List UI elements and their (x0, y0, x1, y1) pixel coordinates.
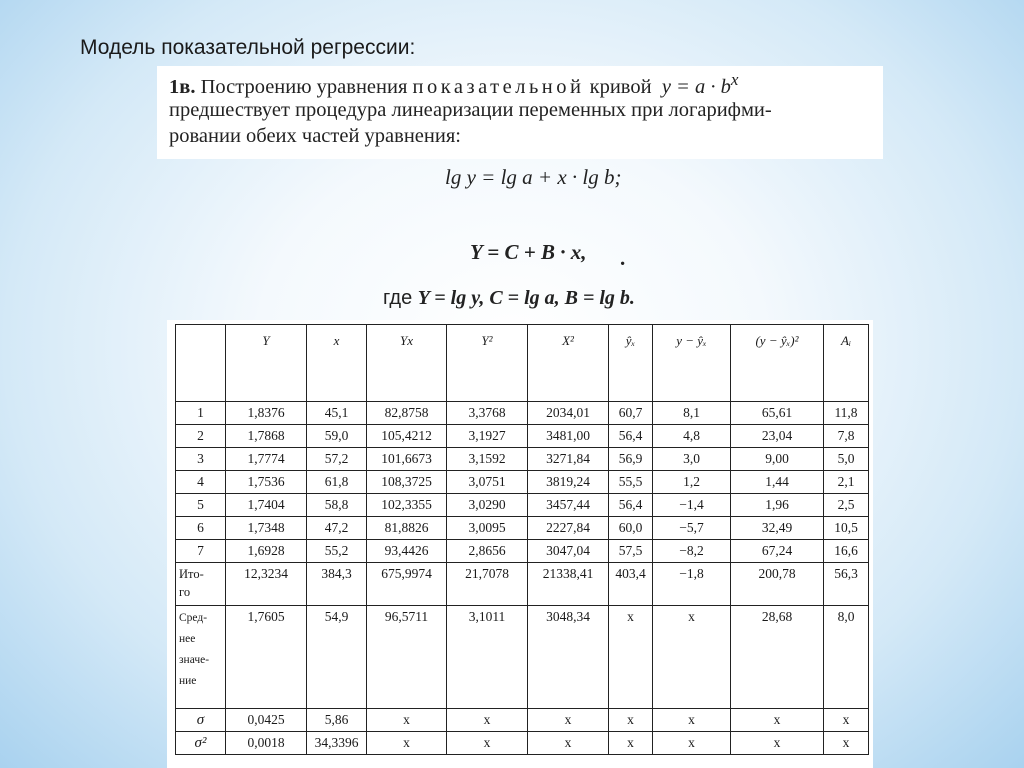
table-cell: 1,7774 (226, 448, 307, 471)
table-cell: 23,04 (731, 425, 824, 448)
table-cell: 7,8 (824, 425, 869, 448)
table-cell: 82,8758 (367, 402, 447, 425)
table-cell: 108,3725 (367, 471, 447, 494)
table-cell: 3,0290 (447, 494, 528, 517)
table-cell: 60,7 (609, 402, 653, 425)
table-cell: 4 (176, 471, 226, 494)
line1-text-b: показательной (412, 75, 585, 98)
substitution-prefix: где (383, 287, 413, 309)
column-header-0 (176, 325, 226, 402)
table-cell: 6 (176, 517, 226, 540)
table-cell: 1,7404 (226, 494, 307, 517)
column-header-9: Aᵢ (824, 325, 869, 402)
table-cell: 1,7868 (226, 425, 307, 448)
table-row (176, 425, 869, 448)
table-cell: x (367, 732, 447, 755)
excerpt-line-1 (169, 70, 738, 99)
table-cell: σ² (176, 732, 226, 755)
table-cell: 55,2 (307, 540, 367, 563)
table-cell: x (528, 709, 609, 732)
table-cell: 5,0 (824, 448, 869, 471)
table-cell: 3271,84 (528, 448, 609, 471)
table-row (176, 540, 869, 563)
column-header-8: (y − ŷₓ)² (731, 325, 824, 402)
table-cell: 3,3768 (447, 402, 528, 425)
table-cell: 3048,34 (528, 606, 609, 709)
slide-title: Модель показательной регрессии: (80, 36, 416, 59)
table-cell: 3047,04 (528, 540, 609, 563)
table-cell: 57,2 (307, 448, 367, 471)
table-row (176, 448, 869, 471)
table-cell: x (653, 732, 731, 755)
linear-formula: Y = C + B · x, (470, 240, 587, 264)
table-cell: x (367, 709, 447, 732)
table-cell: 28,68 (731, 606, 824, 709)
table-cell: 81,8826 (367, 517, 447, 540)
sigma-row (176, 709, 869, 732)
table-cell: 54,9 (307, 606, 367, 709)
table-cell: −8,2 (653, 540, 731, 563)
table-cell: 58,8 (307, 494, 367, 517)
table-cell: 2,8656 (447, 540, 528, 563)
line1-text-c: кривой (589, 75, 652, 98)
table-cell: −5,7 (653, 517, 731, 540)
table-cell: 56,9 (609, 448, 653, 471)
table-cell: 56,3 (824, 563, 869, 606)
substitution-formula (383, 287, 635, 310)
table-cell: 1 (176, 402, 226, 425)
table-cell: σ (176, 709, 226, 732)
table-header-row (176, 325, 869, 402)
table-cell: x (731, 709, 824, 732)
table-cell: 7 (176, 540, 226, 563)
table-cell: 32,49 (731, 517, 824, 540)
line1-text-a: Построению уравнения (200, 75, 408, 98)
curve-formula-exponent: x (730, 70, 739, 89)
table-cell: 10,5 (824, 517, 869, 540)
table-cell: 105,4212 (367, 425, 447, 448)
table-cell: 3,1927 (447, 425, 528, 448)
table-cell: −1,4 (653, 494, 731, 517)
table-cell: 61,8 (307, 471, 367, 494)
table-cell: 200,78 (731, 563, 824, 606)
table-cell: Ито- го (176, 563, 226, 606)
table-cell: 56,4 (609, 494, 653, 517)
table-cell: x (731, 732, 824, 755)
table-cell: 59,0 (307, 425, 367, 448)
table-cell: 0,0425 (226, 709, 307, 732)
table-cell: x (609, 732, 653, 755)
table-cell: 34,3396 (307, 732, 367, 755)
curve-formula: y = a · b (661, 75, 731, 98)
table-row (176, 517, 869, 540)
table-cell: 11,8 (824, 402, 869, 425)
table-cell: 16,6 (824, 540, 869, 563)
table-cell: 9,00 (731, 448, 824, 471)
table-cell: 45,1 (307, 402, 367, 425)
table-cell: 3457,44 (528, 494, 609, 517)
table-cell: 12,3234 (226, 563, 307, 606)
table-cell: x (609, 606, 653, 709)
table-cell: 2,5 (824, 494, 869, 517)
table-row (176, 494, 869, 517)
column-header-1: Y (226, 325, 307, 402)
table-cell: 3,0095 (447, 517, 528, 540)
column-header-3: Yx (367, 325, 447, 402)
table-cell: 21338,41 (528, 563, 609, 606)
table-cell: 65,61 (731, 402, 824, 425)
table-cell: x (609, 709, 653, 732)
table-cell: 5,86 (307, 709, 367, 732)
table-cell: 1,7605 (226, 606, 307, 709)
excerpt-line-3: ровании обеих частей уравнения: (169, 125, 461, 147)
table-cell: 47,2 (307, 517, 367, 540)
table-cell: 8,0 (824, 606, 869, 709)
table-cell: 55,5 (609, 471, 653, 494)
table-cell: 57,5 (609, 540, 653, 563)
sigma2-row (176, 732, 869, 755)
table-container (167, 320, 873, 768)
table-row (176, 471, 869, 494)
table-cell: 3481,00 (528, 425, 609, 448)
table-cell: 1,7348 (226, 517, 307, 540)
total-row (176, 563, 869, 606)
table-cell: x (447, 732, 528, 755)
table-cell: 3,0751 (447, 471, 528, 494)
table-cell: 67,24 (731, 540, 824, 563)
excerpt-line-2: предшествует процедура линеаризации переменных при логарифми- (169, 99, 772, 121)
table-cell: −1,8 (653, 563, 731, 606)
table-cell: 102,3355 (367, 494, 447, 517)
table-cell: 2 (176, 425, 226, 448)
table-cell: 2,1 (824, 471, 869, 494)
table-cell: 403,4 (609, 563, 653, 606)
table-cell: x (653, 606, 731, 709)
table-cell: 1,44 (731, 471, 824, 494)
log-formula: lg y = lg a + x · lg b; (445, 165, 622, 189)
column-header-6: ŷₓ (609, 325, 653, 402)
column-header-5: X² (528, 325, 609, 402)
textbook-excerpt (157, 66, 883, 159)
table-cell: 0,0018 (226, 732, 307, 755)
table-cell: x (447, 709, 528, 732)
table-cell: 1,96 (731, 494, 824, 517)
linear-formula-dot: . (620, 246, 626, 270)
table-cell: 1,6928 (226, 540, 307, 563)
column-header-2: x (307, 325, 367, 402)
table-cell: 3819,24 (528, 471, 609, 494)
table-cell: x (528, 732, 609, 755)
table-cell: 93,4426 (367, 540, 447, 563)
table-cell: 60,0 (609, 517, 653, 540)
table-cell: 4,8 (653, 425, 731, 448)
mean-row (176, 606, 869, 709)
table-cell: 675,9974 (367, 563, 447, 606)
table-cell: 3,1592 (447, 448, 528, 471)
table-cell: 1,7536 (226, 471, 307, 494)
substitution-body: Y = lg y, C = lg a, B = lg b. (417, 287, 635, 309)
table-cell: 21,7078 (447, 563, 528, 606)
table-cell: 3 (176, 448, 226, 471)
table-cell: 96,5711 (367, 606, 447, 709)
table-row (176, 402, 869, 425)
table-cell: 384,3 (307, 563, 367, 606)
table-cell: 3,0 (653, 448, 731, 471)
table-cell: 2034,01 (528, 402, 609, 425)
table-cell: x (824, 709, 869, 732)
table-cell: x (824, 732, 869, 755)
table-cell: Сред- нее значе- ние (176, 606, 226, 709)
table-cell: 8,1 (653, 402, 731, 425)
column-header-4: Y² (447, 325, 528, 402)
table-cell: 101,6673 (367, 448, 447, 471)
table-cell: 56,4 (609, 425, 653, 448)
item-label: 1в. (169, 75, 196, 98)
table-cell: 2227,84 (528, 517, 609, 540)
table-cell: 3,1011 (447, 606, 528, 709)
column-header-7: y − ŷₓ (653, 325, 731, 402)
table-cell: 1,8376 (226, 402, 307, 425)
table-cell: 1,2 (653, 471, 731, 494)
table-cell: x (653, 709, 731, 732)
regression-table (175, 324, 869, 755)
table-cell: 5 (176, 494, 226, 517)
